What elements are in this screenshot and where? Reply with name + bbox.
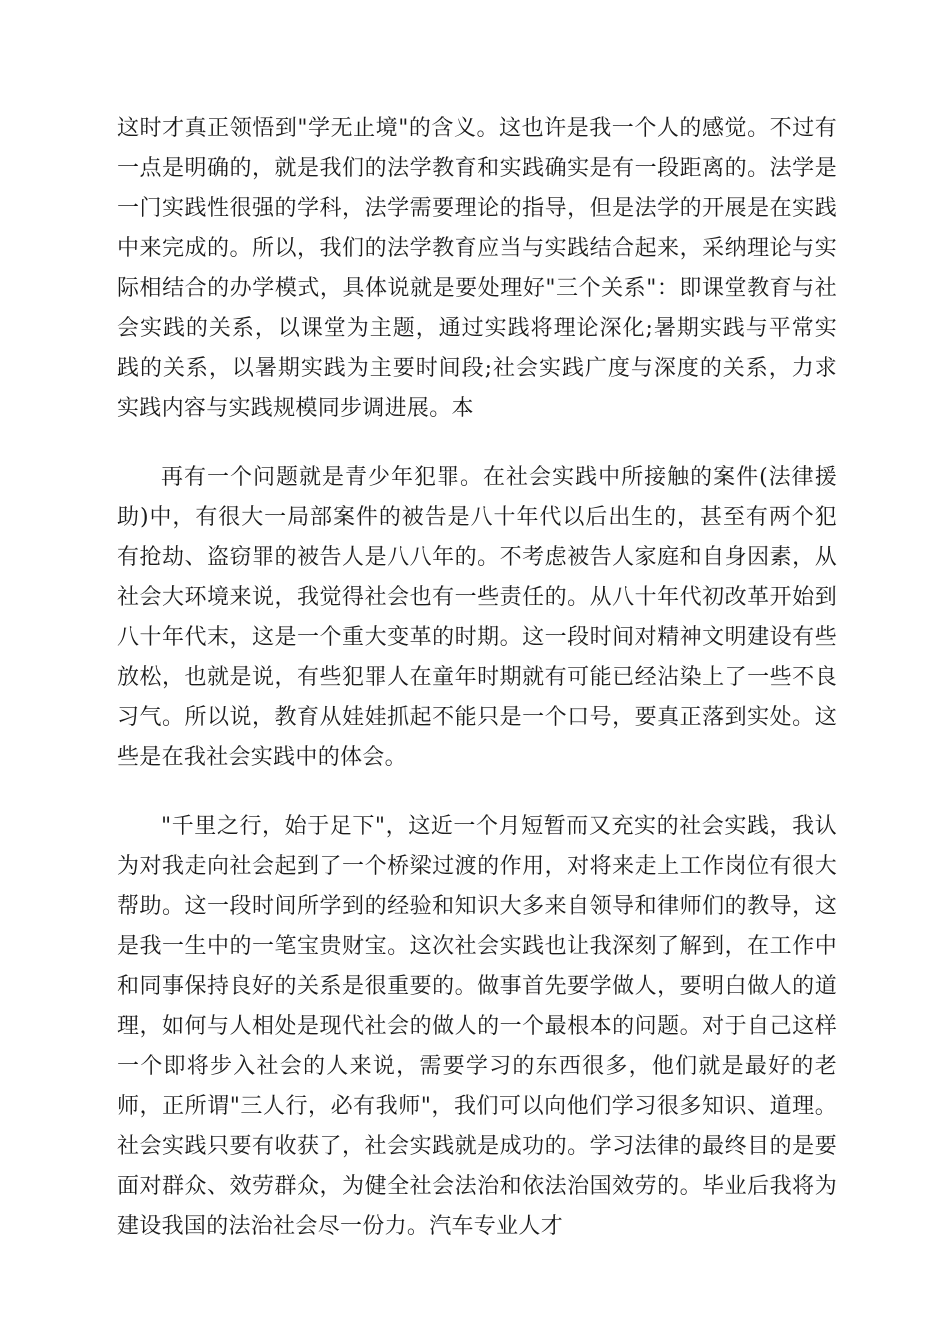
paragraph-spacer [117, 778, 837, 807]
paragraph-1: 这时才真正领悟到"学无止境"的含义。这也许是我一个人的感觉。不过有一点是明确的，就是我们的法学教育和实践确实是有一段距离的。法学是一门实践性很强的学科，法学需要理论的指导，但是法学的开展是在实践中来完成的。所以，我们的法学教育应当与实践结合起来，采纳理论与实际相结合的办学模式，具体说就是要处理好"三个关系"：即课堂教育与社会实践的关系，以课堂为主题，通过实践将理论深化;暑期实践与平常实践的关系，以暑期实践为主要时间段;社会实践广度与深度的关系，力求实践内容与实践规模同步调进展。本 [117, 116, 837, 421]
document-body [117, 109, 837, 1247]
paragraph-3: "千里之行，始于足下"，这近一个月短暂而又充实的社会实践，我认为对我走向社会起到了一个桥梁过渡的作用，对将来走上工作岗位有很大帮助。这一段时间所学到的经验和知识大多来自领导和律师们的教导，这是我一生中的一笔宝贵财宝。这次社会实践也让我深刻了解到，在工作中和同事保持良好的关系是很重要的。做事首先要学做人，要明白做人的道理，如何与人相处是现代社会的做人的一个最根本的问题。对于自己这样一个即将步入社会的人来说，需要学习的东西很多，他们就是最好的老师，正所谓"三人行，必有我师"，我们可以向他们学习很多知识、道理。社会实践只要有收获了，社会实践就是成功的。学习法律的最终目的是要面对群众、效劳群众，为健全社会法治和依法治国效劳的。毕业后我将为建设我国的法治社会尽一份力。汽车专业人才 [117, 814, 837, 1239]
paragraph-spacer [117, 429, 837, 458]
paragraph-2: 再有一个问题就是青少年犯罪。在社会实践中所接触的案件(法律援助)中，有很大一局部案件的被告是八十年代以后出生的，甚至有两个犯有抢劫、盗窃罪的被告人是八八年的。不考虑被告人家庭和自身因素，从社会大环境来说，我觉得社会也有一些责任的。从八十年代初改革开始到八十年代末，这是一个重大变革的时期。这一段时间对精神文明建设有些放松，也就是说，有些犯罪人在童年时期就有可能已经沾染上了一些不良习气。所以说，教育从娃娃抓起不能只是一个口号，要真正落到实处。这些是在我社会实践中的体会。 [117, 465, 837, 770]
